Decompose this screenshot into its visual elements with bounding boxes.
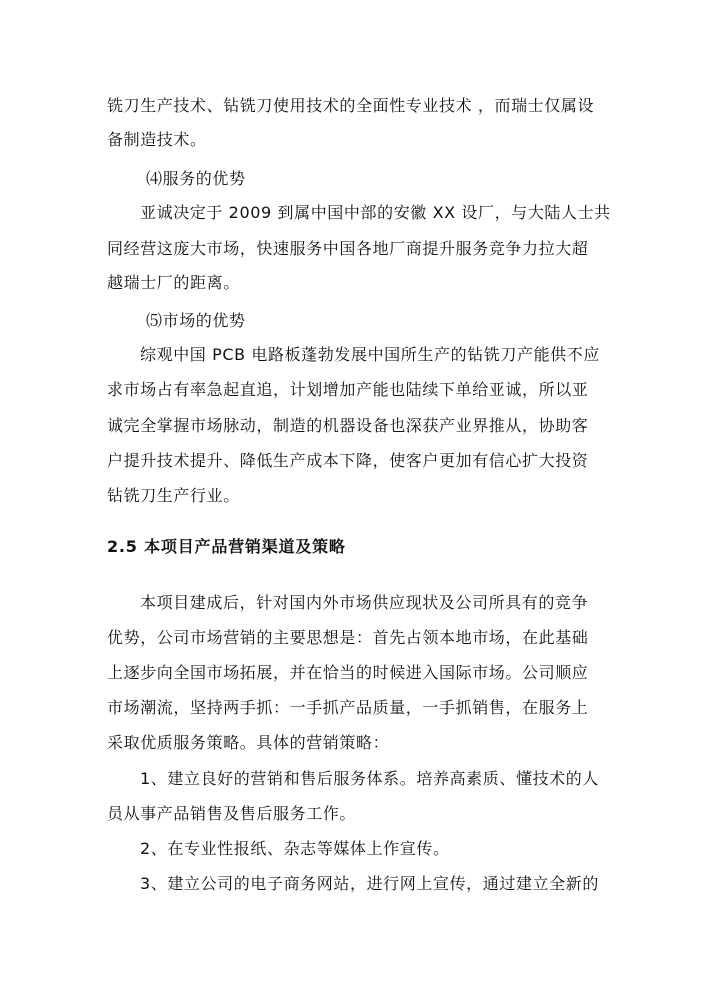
list-item-1: 1、建立良好的营销和售后服务体系。培养高素质、懂技术的人 [140, 769, 599, 788]
text-line: 采取优质服务策略。具体的营销策略： [107, 733, 390, 752]
text-line: 市场潮流，坚持两手抓：一手抓产品质量，一手抓销售，在服务上 [107, 698, 589, 717]
subheading-market-advantage: ⑸市场的优势 [146, 311, 246, 330]
text-line: 铣刀生产技术、钻铣刀使用技术的全面性专业技术 ，而瑞士仅属设 [107, 96, 595, 115]
text-line: 户提升技术提升、降低生产成本下降，使客户更加有信心扩大投资 [107, 451, 589, 470]
text-line: 优势，公司市场营销的主要思想是：首先占领本地市场，在此基础 [107, 628, 589, 647]
text-line: 备制造技术。 [107, 130, 207, 149]
list-item-3: 3、建立公司的电子商务网站，进行网上宣传，通过建立全新的 [140, 874, 599, 893]
section-heading: 2.5 本项目产品营销渠道及策略 [107, 537, 346, 556]
text-line: 诚完全掌握市场脉动，制造的机器设备也深获产业界推从，协助客 [107, 416, 589, 435]
list-item-2: 2、在专业性报纸、杂志等媒体上作宣传。 [140, 839, 450, 858]
text-line: 综观中国 PCB 电路板蓬勃发展中国所生产的钻铣刀产能供不应 [140, 345, 600, 364]
text-line: 上逐步向全国市场拓展，并在恰当的时候进入国际市场。公司顺应 [107, 663, 589, 682]
text-line: 员从事产品销售及售后服务工作。 [107, 804, 357, 823]
text-line: 同经营这庞大市场，快速服务中国各地厂商提升服务竞争力拉大超 [107, 239, 589, 258]
subheading-service-advantage: ⑷服务的优势 [146, 169, 246, 188]
text-line: 本项目建成后，针对国内外市场供应现状及公司所具有的竞争 [140, 593, 589, 612]
text-line: 亚诚决定于 2009 到属中国中部的安徽 XX 设厂，与大陆人士共 [140, 203, 611, 222]
text-line: 越瑞士厂的距离。 [107, 273, 240, 292]
text-line: 钻铣刀生产行业。 [107, 486, 240, 505]
text-line: 求市场占有率急起直追，计划增加产能也陆续下单给亚诚，所以亚 [107, 380, 589, 399]
